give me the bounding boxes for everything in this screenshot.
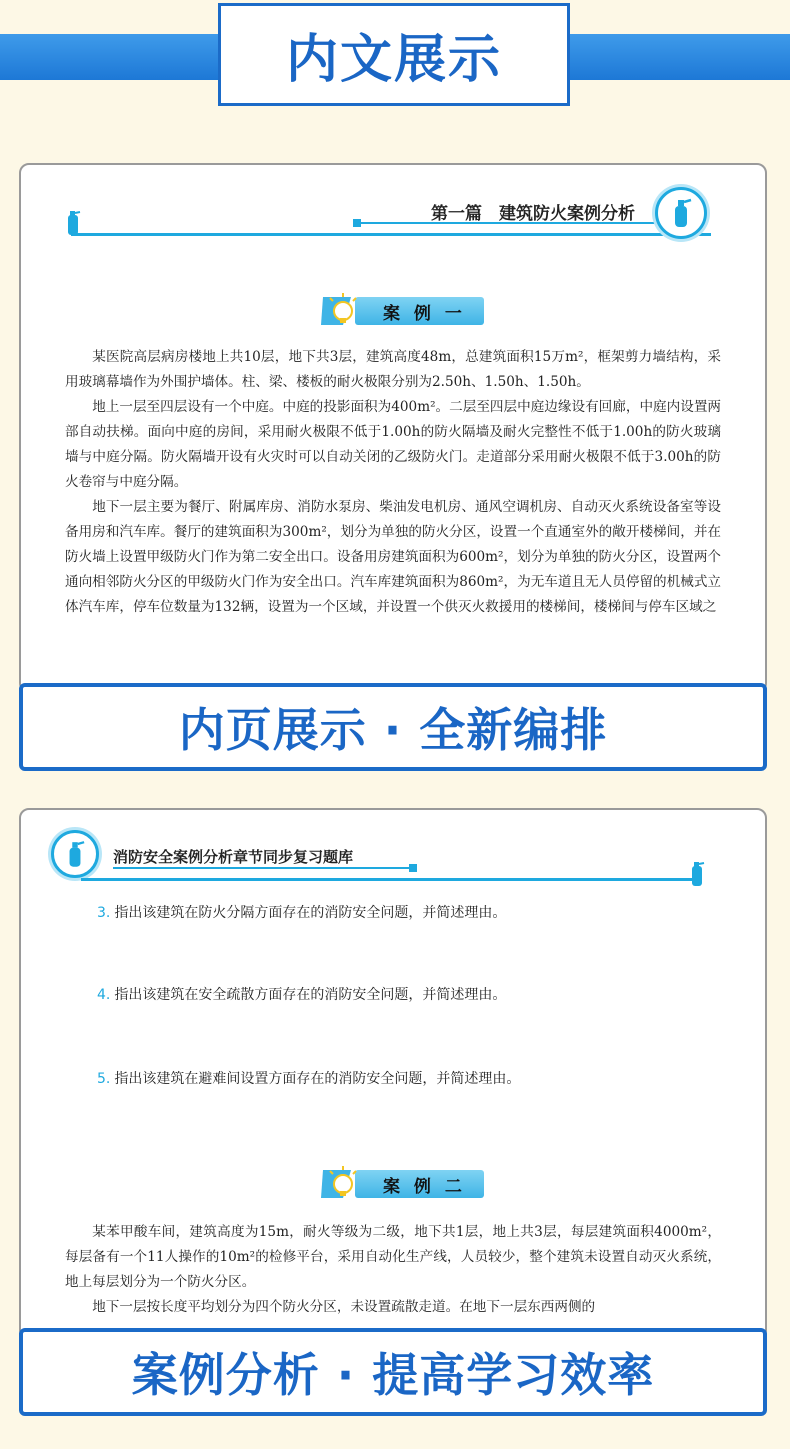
case-body-2: [65, 1220, 721, 1320]
question-text: 指出该建筑在避难间设置方面存在的消防安全问题，并简述理由。: [114, 1071, 521, 1087]
question-text: 指出该建筑在安全疏散方面存在的消防安全问题，并简述理由。: [114, 987, 507, 1003]
paragraph: 地下一层主要为餐厅、附属库房、消防水泵房、柴油发电机房、通风空调机房、自动灭火系统设备室等设备用房和汽车库。餐厅的建筑面积为300m²，划分为单独的防火分区，设置一个直通室外的敞开楼梯间，并在防火墙上设置甲级防火门作为第二安全出口。设备用房建筑面积为600m²，划分为单独的防火分区，设置两个通向相邻防火分区的甲级防火门作为安全出口。汽车库建筑面积为860m²，为无车道且无人员停留的机械式立体汽车库，停车位数量为132辆，设置为一个区域，并设置一个供灭火救援用的楼梯间，楼梯间与停车区域之: [65, 499, 722, 615]
fire-extinguisher-icon: [689, 860, 705, 888]
caption-text-1: 内页展示 · 全新编排: [178, 703, 608, 757]
lightbulb-icon: [321, 291, 365, 331]
section-badge: [51, 830, 99, 878]
header-rule: [71, 233, 711, 236]
caption-box-1: [19, 683, 767, 771]
question-number: 3.: [97, 905, 111, 921]
page-preview-1: [19, 163, 767, 693]
chapter-title: 第一篇 建筑防火案例分析: [431, 204, 635, 224]
question-number: 4.: [97, 987, 111, 1003]
fire-extinguisher-icon: [65, 839, 85, 869]
top-title-box: [218, 3, 570, 106]
case-tag-1: [321, 295, 484, 327]
paragraph: 某医院高层病房楼地上共10层，地下共3层，建筑高度48m，总建筑面积15万m²，框架剪力墙结构，采用玻璃幕墙作为外围护墙体。柱、梁、楼板的耐火极限分别为2.50h、1.50h、1.50h。: [65, 349, 721, 390]
header-rule: [81, 878, 701, 881]
paragraph: 地下一层按长度平均划分为四个防火分区，未设置疏散走道。在地下一层东西两侧的: [92, 1299, 596, 1315]
question-text: 指出该建筑在防火分隔方面存在的消防安全问题，并简述理由。: [114, 905, 507, 921]
caption-box-2: [19, 1328, 767, 1416]
paragraph: 地上一层至四层设有一个中庭。中庭的投影面积为400m²。二层至四层中庭边缘设有回廊，中庭内设置两部自动扶梯。面向中庭的房间，采用耐火极限不低于1.00h的防火隔墙及耐火完整性不低于1.00h的防火玻璃墙与中庭分隔。防火隔墙开设有火灾时可以自动关闭的乙级防火门。走道部分采用耐火极限不低于3.00h的防火卷帘与中庭分隔。: [65, 399, 722, 490]
question-number: 5.: [97, 1071, 111, 1087]
paragraph: 某苯甲酸车间，建筑高度为15m，耐火等级为二级，地下共1层，地上共3层，每层建筑面积4000m²，每层备有一个11人操作的10m²的检修平台，采用自动化生产线，人员较少，整个建筑未设置自动灭火系统，地上每层划分为一个防火分区。: [65, 1224, 721, 1290]
banner-title: 内文展示: [285, 30, 502, 90]
lightbulb-icon: [321, 1164, 365, 1204]
case-body-1: [65, 345, 721, 620]
page-preview-2: [19, 808, 767, 1340]
question-5: [97, 1068, 520, 1088]
caption-text-2: 案例分析 · 提高学习效率: [131, 1348, 655, 1402]
question-3: [97, 902, 506, 922]
case-label: 案 例 一: [355, 297, 484, 325]
fire-extinguisher-icon: [670, 197, 692, 229]
case-label: 案 例 二: [355, 1170, 484, 1198]
header-rule-short: [113, 867, 413, 869]
question-4: [97, 984, 506, 1004]
chapter-badge: [655, 187, 707, 239]
section-title: 消防安全案例分析章节同步复习题库: [113, 848, 354, 866]
case-tag-2: [321, 1168, 484, 1200]
